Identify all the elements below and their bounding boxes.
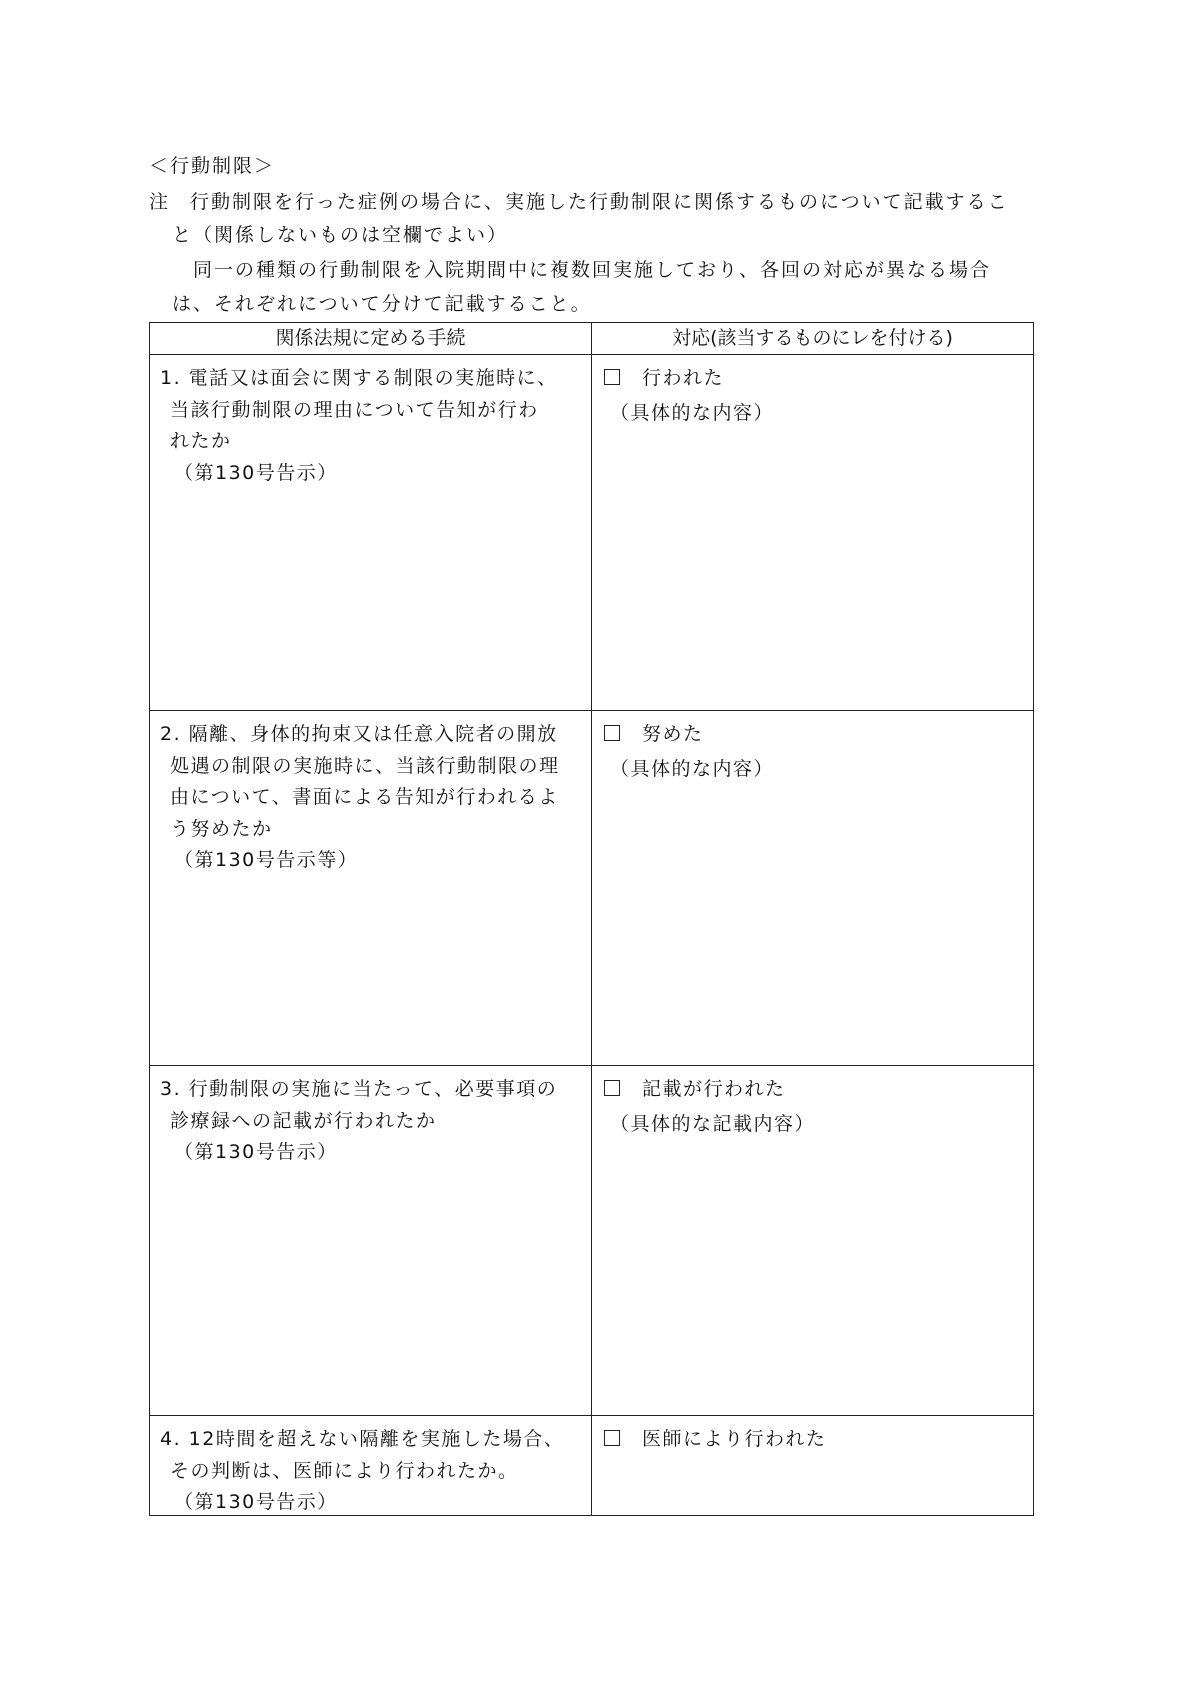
detail-label: （具体的な記載内容） (610, 1113, 816, 1135)
checkbox-label: 記載が行われた (642, 1078, 786, 1100)
checkbox-label: 医師により行われた (642, 1428, 827, 1450)
note-marker: 注 (149, 191, 169, 213)
checkbox[interactable] (604, 725, 620, 741)
procedure-text: 1. 電話又は面会に関する制限の実施時に、 (160, 367, 558, 389)
table-header-row (150, 323, 1034, 355)
procedure-reference: （第130号告示） (174, 461, 338, 484)
procedure-text: れたか (170, 430, 232, 452)
note-line: と（関係しないものは空欄でよい） (172, 224, 509, 246)
procedure-cell (150, 1416, 592, 1516)
note-line: は、それぞれについて分けて記載すること。 (172, 293, 592, 315)
checkbox[interactable] (604, 369, 620, 385)
note-line: 同一の種類の行動制限を入院期間中に複数回実施しており、各回の対応が異なる場合 (193, 259, 992, 281)
procedure-cell (150, 355, 592, 711)
section-title: ＜行動制限＞ (149, 155, 276, 177)
procedure-table (149, 322, 1034, 1516)
table-row (150, 711, 1034, 1066)
procedure-text: う努めたか (170, 817, 273, 840)
procedure-text: 診療録への記載が行われたか (170, 1109, 437, 1132)
note-line: 行動制限を行った症例の場合に、実施した行動制限に関係するものについて記載するこ (190, 191, 1009, 213)
detail-label: （具体的な内容） (610, 758, 775, 780)
procedure-cell (150, 711, 592, 1066)
procedure-text: 当該行動制限の理由について告知が行わ (170, 398, 539, 421)
procedure-text: 3. 行動制限の実施に当たって、必要事項の (160, 1078, 558, 1100)
table-row (150, 355, 1034, 711)
response-cell (592, 1066, 1034, 1416)
response-cell (592, 355, 1034, 711)
table-row (150, 1416, 1034, 1516)
checkbox[interactable] (604, 1430, 620, 1446)
procedure-text: その判断は、医師により行われたか。 (170, 1459, 519, 1482)
procedure-reference: （第130号告示） (174, 1141, 338, 1163)
procedure-text: 処遇の制限の実施時に、当該行動制限の理 (170, 754, 560, 777)
response-cell (592, 1416, 1034, 1516)
checkbox[interactable] (604, 1080, 620, 1096)
procedure-cell (150, 1066, 592, 1416)
procedure-text: 2. 隔離、身体的拘束又は任意入院者の開放 (160, 723, 558, 745)
checkbox-label: 努めた (642, 723, 704, 745)
procedure-reference: （第130号告示等） (174, 849, 359, 871)
table-row (150, 1066, 1034, 1416)
detail-label: （具体的な内容） (610, 402, 775, 424)
procedure-text: 4. 12時間を超えない隔離を実施した場合、 (160, 1428, 565, 1450)
procedure-text: 由について、書面による告知が行われるよ (170, 786, 559, 808)
header-response: 対応(該当するものにレを付ける) (592, 323, 1034, 355)
checkbox-label: 行われた (642, 367, 725, 389)
procedure-reference: （第130号告示） (174, 1491, 338, 1513)
response-cell (592, 711, 1034, 1066)
header-procedure: 関係法規に定める手続 (150, 323, 592, 355)
